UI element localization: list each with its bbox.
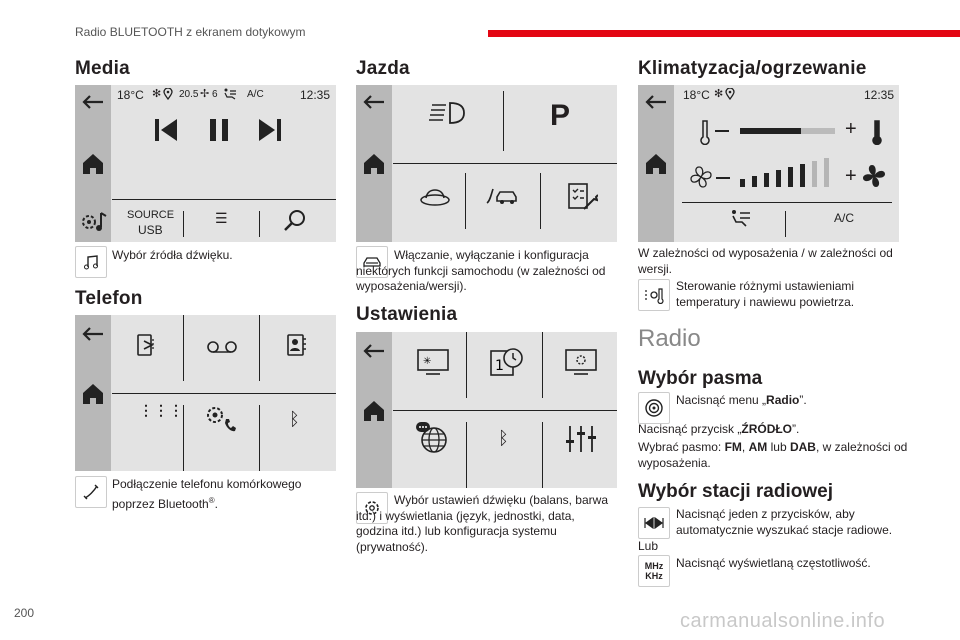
- header-accent-bar: [488, 30, 960, 37]
- svg-text:✳: ✳: [423, 356, 432, 367]
- fan-low-icon: [688, 165, 714, 189]
- fan-level-bar: [824, 158, 829, 187]
- status-temp: 18°C: [117, 88, 144, 102]
- music-note-icon: [75, 246, 107, 278]
- fan-level-bar: [740, 179, 745, 187]
- ustawienia-desc: Wybór ustawień dźwięku (balans, barwa itd.) i wyświetlania (język, jednostki, data, godzina itd.) lub konfiguracja systemu (prywatność).: [356, 493, 608, 554]
- snowflake-icon: ✻: [152, 88, 162, 100]
- temp-decrease-icon: [715, 130, 729, 132]
- fan-decrease-icon: [716, 177, 730, 179]
- equalizer-icon: [564, 424, 598, 454]
- date-time-icon: [489, 346, 525, 378]
- klima-heading: Klimatyzacja/ogrzewanie: [638, 58, 867, 79]
- frequency-desc: Nacisnąć wyświetlaną częstotliwość.: [676, 556, 871, 570]
- fan-icon: ✢: [200, 88, 210, 100]
- air-distribution-icon: [728, 209, 754, 231]
- source-button-label: ŹRÓDŁO: [741, 422, 793, 436]
- jazda-screen: [356, 85, 617, 242]
- air-distribution-icon: [222, 88, 240, 100]
- ustawienia-heading: Ustawienia: [356, 304, 458, 325]
- seek-icon: [638, 507, 670, 539]
- station-heading: Wybór stacji radiowej: [638, 481, 833, 502]
- telefon-desc-line2: poprzez Bluetooth: [112, 496, 209, 511]
- station-desc: Nacisnąć jeden z przycisków, aby automatycznie wyszukać stacje radiowe.: [676, 507, 893, 537]
- fan-level-bar: [812, 161, 817, 187]
- day-night-display-icon: [416, 348, 450, 376]
- home-icon: [82, 153, 104, 175]
- registered-mark: ®: [208, 495, 215, 505]
- ac-button: A/C: [834, 211, 855, 225]
- location-icon: [163, 88, 173, 100]
- lub-text: Lub: [638, 539, 659, 553]
- settings-audio-icon: [79, 209, 109, 235]
- status-ac: A/C: [247, 89, 264, 100]
- thermometer-cold-icon: [698, 119, 712, 145]
- language-globe-icon: [416, 422, 450, 454]
- headlight-icon: [428, 99, 468, 127]
- radio-menu-label: Radio: [766, 393, 800, 407]
- telefon-heading: Telefon: [75, 288, 143, 309]
- fan-level-bar: [776, 170, 781, 187]
- keypad-icon: ⋮⋮⋮: [139, 402, 184, 418]
- previous-track-icon: [155, 119, 177, 141]
- status-fan-level: 6: [212, 89, 218, 100]
- page-number: 200: [14, 606, 35, 620]
- car-vision-icon: [419, 185, 451, 207]
- status-time: 12:35: [864, 88, 895, 102]
- vehicle-settings-icon: [566, 181, 598, 213]
- media-heading: Media: [75, 58, 130, 79]
- contacts-icon: [285, 333, 307, 359]
- radio-icon: [638, 392, 670, 424]
- phone-settings-icon: [203, 403, 239, 435]
- fan-level-bar: [788, 167, 793, 187]
- band-selection-text: Wybrać pasmo: FM, AM lub DAB, w zależności od wyposażenia.: [638, 440, 908, 470]
- temp-increase-icon: +: [845, 118, 857, 140]
- media-screen: [75, 85, 336, 242]
- jazda-heading: Jazda: [356, 58, 410, 79]
- list-icon: ☰: [215, 210, 228, 226]
- home-icon: [645, 153, 667, 175]
- watermark: carmanualsonline.info: [680, 610, 886, 632]
- playback-controls: [153, 117, 293, 143]
- location-icon: [725, 88, 735, 100]
- source-label: SOURCE: [127, 209, 175, 221]
- fan-level-bars: [740, 159, 835, 187]
- phone-connect-icon: [75, 476, 107, 508]
- back-arrow-icon: [644, 93, 668, 111]
- bluetooth-icon: ᛒ: [498, 428, 509, 448]
- media-desc: Wybór źródła dźwięku.: [112, 248, 233, 262]
- parking-icon: P: [550, 99, 571, 132]
- home-icon: [363, 400, 385, 422]
- fan-level-bar: [800, 164, 805, 187]
- status-fan-temp: 20.5: [179, 89, 199, 100]
- back-arrow-icon: [362, 342, 386, 360]
- back-arrow-icon: [81, 93, 105, 111]
- display-settings-icon: [564, 348, 598, 376]
- klima-note: W zależności od wyposażenia / w zależności od wersji.: [638, 246, 893, 276]
- snowflake-icon: ✻: [714, 88, 724, 100]
- next-track-icon: [259, 119, 281, 141]
- call-log-icon: [136, 333, 158, 359]
- fan-level-bar: [752, 176, 757, 187]
- ustawienia-screen: [356, 332, 617, 488]
- fan-increase-icon: +: [845, 165, 857, 187]
- climate-icon: [638, 279, 670, 311]
- status-temp: 18°C: [683, 88, 710, 102]
- fan-level-bar: [764, 173, 769, 187]
- jazda-desc: Włączanie, wyłączanie i konfiguracja niektórych funkcji samochodu (w zależności od wyposażenia/wersji).: [356, 248, 606, 293]
- home-icon: [82, 383, 104, 405]
- back-arrow-icon: [81, 325, 105, 343]
- telefon-desc-line1: Podłączenie telefonu komórkowego: [112, 477, 302, 491]
- back-arrow-icon: [362, 93, 386, 111]
- band-heading: Wybór pasma: [638, 368, 763, 389]
- source-value: USB: [138, 223, 163, 237]
- header-title: Radio BLUETOOTH z ekranem dotykowym: [75, 25, 306, 39]
- voicemail-icon: [206, 339, 238, 355]
- frequency-icon: MHz KHz: [638, 555, 670, 587]
- home-icon: [363, 153, 385, 175]
- fan-high-icon: [860, 163, 888, 189]
- klima-desc: Sterowanie różnymi ustawieniami temperatury i nawiewu powietrza.: [676, 279, 855, 309]
- bluetooth-icon: ᛒ: [289, 409, 300, 429]
- telefon-screen: [75, 315, 336, 471]
- temp-bar-fill: [740, 128, 801, 134]
- svg-text:1: 1: [495, 358, 504, 374]
- temp-bar-track: [740, 128, 835, 134]
- klima-screen: [638, 85, 899, 242]
- drive-assist-icon: [483, 185, 521, 207]
- radio-heading: Radio: [638, 325, 701, 352]
- status-time: 12:35: [300, 88, 331, 102]
- thermometer-hot-icon: [870, 119, 884, 145]
- pause-icon: [210, 119, 228, 141]
- search-icon: [283, 209, 307, 233]
